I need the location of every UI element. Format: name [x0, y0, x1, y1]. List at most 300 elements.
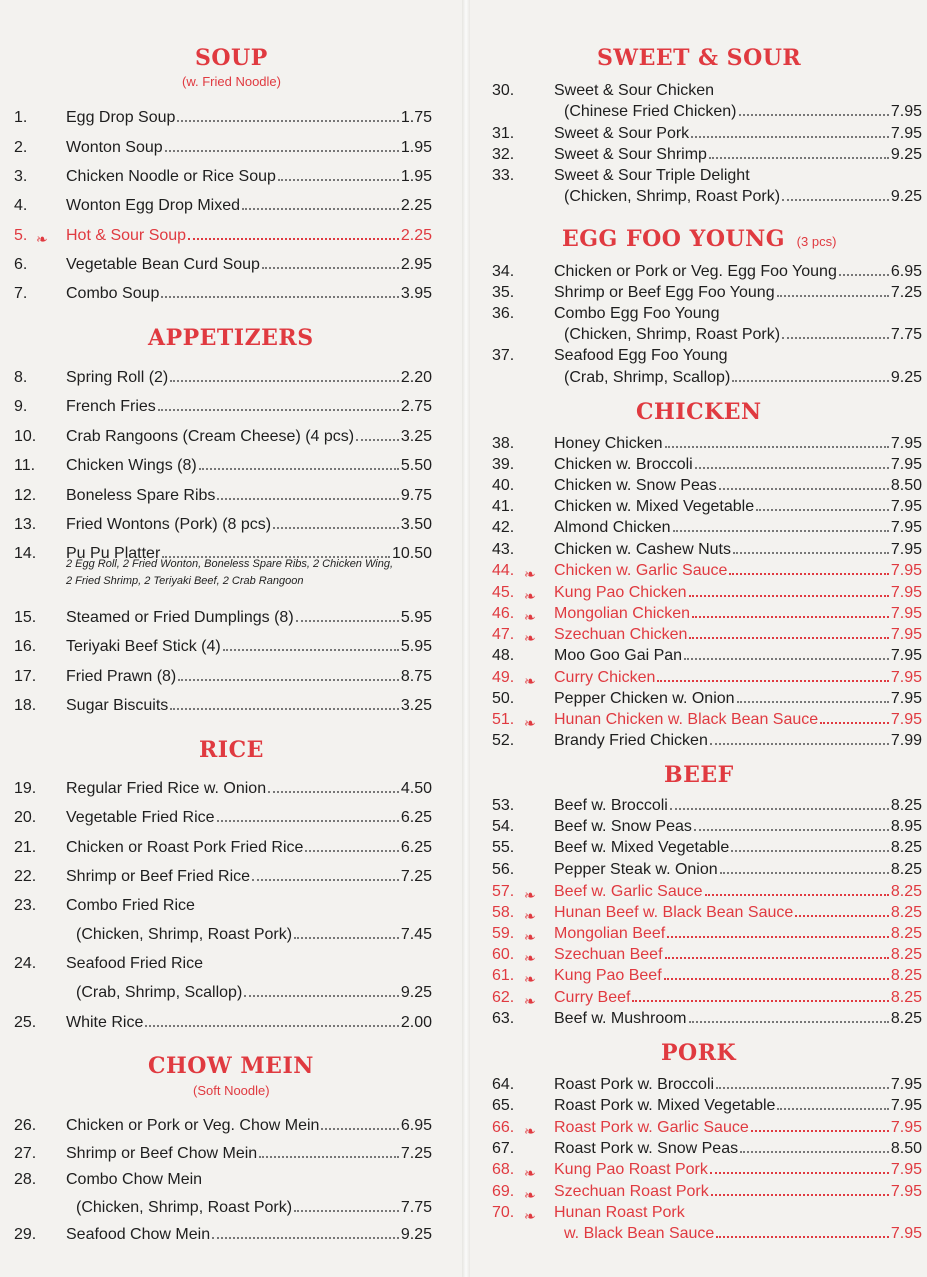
menu-item-20: [14, 808, 442, 830]
menu-item-32: [492, 145, 927, 167]
item-row-second-line: [564, 1224, 922, 1244]
item-name: Curry Beef: [554, 989, 631, 1006]
item-name-detail: (Chicken, Shrimp, Roast Pork): [76, 1199, 293, 1216]
item-number: 64.: [492, 1076, 515, 1093]
item-name: Pu Pu Platter: [66, 545, 161, 562]
item-price: 8.25: [890, 967, 922, 984]
dot-leader: [820, 721, 889, 724]
item-row: [554, 434, 922, 454]
item-row: [66, 368, 432, 388]
dot-leader: [223, 648, 399, 651]
item-name: Hot & Sour Soup: [66, 227, 187, 244]
item-name: Chicken or Roast Pork Fried Rice: [66, 839, 304, 856]
item-row: [554, 689, 922, 709]
item-number: 10.: [14, 428, 37, 445]
section-heading-beef: [664, 762, 734, 788]
chili-pepper-icon: ❧: [524, 609, 536, 625]
item-row: [554, 838, 922, 858]
dot-leader: [716, 1086, 889, 1089]
item-name: Sweet & Sour Shrimp: [554, 146, 707, 163]
item-row: [66, 1144, 432, 1164]
item-row: [66, 779, 432, 799]
item-number: 41.: [492, 498, 515, 515]
item-row: [554, 1009, 922, 1029]
item-number: 16.: [14, 638, 37, 655]
item-price: 7.95: [890, 690, 922, 707]
item-row: [66, 608, 432, 628]
section-heading-chow-mein: [148, 1053, 314, 1079]
dot-leader: [262, 266, 399, 269]
menu-item-1: [14, 108, 442, 130]
item-price: 5.95: [400, 638, 432, 655]
item-number: 2.: [14, 139, 28, 156]
item-price: 7.95: [890, 1119, 922, 1136]
dot-leader: [665, 445, 889, 448]
item-price: 8.50: [890, 1140, 922, 1157]
item-number: 49.: [492, 669, 515, 686]
dot-leader: [305, 849, 398, 852]
dot-leader: [689, 594, 889, 597]
item-name: White Rice: [66, 1014, 144, 1031]
item-price: 6.25: [400, 809, 432, 826]
item-number: 57.: [492, 883, 515, 900]
menu-item-52: [492, 731, 927, 753]
item-name: Sugar Biscuits: [66, 697, 169, 714]
menu-item-3: [14, 167, 442, 189]
item-name: Szechuan Roast Pork: [554, 1183, 709, 1200]
item-name: Kung Pao Chicken: [554, 584, 687, 601]
section-title: APPETIZERS: [148, 325, 314, 351]
item-price: 7.95: [890, 456, 922, 473]
item-row: [66, 397, 432, 417]
item-row: [554, 540, 922, 560]
item-name: Teriyaki Beef Stick (4): [66, 638, 221, 655]
dot-leader: [695, 466, 889, 469]
item-price: 1.95: [400, 139, 432, 156]
dot-leader: [732, 379, 889, 382]
dot-leader: [178, 678, 399, 681]
dot-leader: [733, 551, 889, 554]
item-number: 5.: [14, 227, 28, 244]
dot-leader: [692, 615, 889, 618]
item-row: [66, 1225, 432, 1245]
chili-pepper-icon: ❧: [524, 1187, 536, 1203]
item-description: 2 Fried Shrimp, 2 Teriyaki Beef, 2 Crab Rangoon: [66, 575, 304, 587]
item-number: 58.: [492, 904, 515, 921]
chili-pepper-icon: ❧: [524, 1208, 536, 1224]
item-name: Wonton Soup: [66, 139, 163, 156]
section-heading-pork: [661, 1040, 736, 1066]
section-subtitle: (3 pcs): [793, 234, 837, 249]
dot-leader: [691, 135, 889, 138]
item-name: Egg Drop Soup: [66, 109, 176, 126]
section-heading-appetizers: [148, 325, 314, 351]
item-name: Mongolian Beef: [554, 925, 666, 942]
item-row: [66, 637, 432, 657]
section-heading-chicken: [636, 399, 762, 425]
item-price: 8.25: [890, 946, 922, 963]
item-name: Chicken Wings (8): [66, 457, 197, 474]
item-price: 7.95: [890, 562, 922, 579]
item-row: [554, 604, 922, 624]
item-row: [554, 668, 922, 688]
chili-pepper-icon: ❧: [524, 715, 536, 731]
item-number: 70.: [492, 1204, 515, 1221]
dot-leader: [170, 707, 399, 710]
menu-item-19: [14, 779, 442, 801]
dot-leader: [705, 893, 889, 896]
item-name: Shrimp or Beef Egg Foo Young: [554, 284, 775, 301]
dot-leader: [294, 936, 399, 939]
item-number: 50.: [492, 690, 515, 707]
section-title: RICE: [199, 737, 264, 763]
item-row: [554, 476, 922, 496]
item-price: 7.95: [890, 605, 922, 622]
dot-leader: [273, 526, 399, 529]
dot-leader: [689, 636, 888, 639]
dot-leader: [684, 657, 889, 660]
item-name-detail: (Crab, Shrimp, Scallop): [76, 984, 243, 1001]
item-number: 4.: [14, 197, 28, 214]
item-name: Shrimp or Beef Fried Rice: [66, 868, 251, 885]
item-row-second-line: [564, 368, 922, 388]
item-number: 23.: [14, 897, 37, 914]
item-number: 18.: [14, 697, 37, 714]
item-row: [66, 515, 432, 535]
item-price: 4.50: [400, 780, 432, 797]
item-number: 56.: [492, 861, 515, 878]
item-price: 2.20: [400, 369, 432, 386]
dot-leader: [719, 487, 889, 490]
item-name: Chicken Noodle or Rice Soup: [66, 168, 276, 185]
dot-leader: [709, 156, 889, 159]
menu-item-51: [492, 710, 927, 732]
item-number: 34.: [492, 263, 515, 280]
section-title: CHICKEN: [636, 399, 762, 425]
item-row: [66, 167, 432, 187]
item-price: 2.75: [400, 398, 432, 415]
item-name: Hunan Roast Pork: [554, 1204, 685, 1221]
menu-item-24: [14, 954, 442, 1001]
menu-item-66: [492, 1118, 927, 1140]
item-row: [554, 882, 922, 902]
item-name: Curry Chicken: [554, 669, 656, 686]
dot-leader: [710, 1171, 889, 1174]
dot-leader: [217, 819, 399, 822]
dot-leader: [711, 1193, 889, 1196]
dot-leader: [242, 207, 399, 210]
item-number: 37.: [492, 347, 515, 364]
item-number: 29.: [14, 1226, 37, 1243]
chili-pepper-icon: ❧: [524, 908, 536, 924]
item-name: Beef w. Broccoli: [554, 797, 668, 814]
menu-item-47: [492, 625, 927, 647]
item-price: 7.25: [890, 284, 922, 301]
item-number: 47.: [492, 626, 515, 643]
item-price: 8.95: [890, 818, 922, 835]
item-row: [554, 710, 922, 730]
item-row: [554, 583, 922, 603]
menu-item-11: [14, 456, 442, 478]
item-row: [554, 455, 922, 475]
item-number: 63.: [492, 1010, 515, 1027]
menu-item-30: [492, 81, 927, 120]
item-name-detail: (Chicken, Shrimp, Roast Pork): [564, 188, 781, 205]
item-name: Beef w. Mixed Vegetable: [554, 839, 730, 856]
item-price: 7.95: [890, 1225, 922, 1242]
chili-pepper-icon: ❧: [524, 887, 536, 903]
item-price: 3.25: [400, 697, 432, 714]
item-row: [554, 966, 922, 986]
item-name-detail: (Crab, Shrimp, Scallop): [564, 369, 731, 386]
dot-leader: [165, 149, 399, 152]
menu-item-25: [14, 1013, 442, 1035]
item-name: Seafood Chow Mein: [66, 1226, 211, 1243]
item-number: 43.: [492, 541, 515, 558]
item-price: 7.95: [890, 103, 922, 120]
item-name: Sweet & Sour Triple Delight: [554, 167, 750, 184]
item-name: Roast Pork w. Snow Peas: [554, 1140, 739, 1157]
menu-item-61: [492, 966, 927, 988]
item-name: Combo Soup: [66, 285, 160, 302]
section-subtitle: (w. Fried Noodle): [182, 74, 281, 89]
item-number: 40.: [492, 477, 515, 494]
dot-leader: [252, 878, 399, 881]
dot-leader: [188, 237, 399, 240]
section-heading-sweet-sour: [597, 45, 801, 71]
chili-pepper-icon: ❧: [524, 566, 536, 582]
menu-item-68: [492, 1160, 927, 1182]
item-name: Chicken w. Snow Peas: [554, 477, 717, 494]
item-row: [554, 1118, 922, 1138]
dot-leader: [782, 198, 889, 201]
menu-item-40: [492, 476, 927, 498]
item-number: 46.: [492, 605, 515, 622]
menu-item-4: [14, 196, 442, 218]
item-number: 54.: [492, 818, 515, 835]
chili-pepper-icon: ❧: [524, 971, 536, 987]
item-row: [66, 226, 432, 246]
item-name: Boneless Spare Ribs: [66, 487, 216, 504]
item-number: 39.: [492, 456, 515, 473]
chili-pepper-icon: ❧: [36, 231, 48, 247]
item-price: 5.95: [400, 609, 432, 626]
dot-leader: [710, 742, 889, 745]
item-name: Hunan Chicken w. Black Bean Sauce: [554, 711, 819, 728]
section-title: SWEET & SOUR: [597, 45, 802, 71]
item-number: 44.: [492, 562, 515, 579]
item-price: 7.95: [890, 584, 922, 601]
item-price: 9.25: [890, 188, 922, 205]
item-number: 6.: [14, 256, 28, 273]
item-price: 7.25: [400, 868, 432, 885]
item-number: 3.: [14, 168, 28, 185]
menu-item-37: [492, 346, 927, 386]
item-row: [554, 262, 922, 282]
section-heading-rice: [199, 737, 264, 763]
section-heading-egg-foo-young: [562, 226, 836, 252]
item-row: [66, 808, 432, 828]
item-name: Chicken w. Broccoli: [554, 456, 693, 473]
menu-item-5: [14, 226, 442, 248]
item-name: Chicken w. Cashew Nuts: [554, 541, 731, 558]
dot-leader: [751, 1129, 889, 1132]
item-number: 35.: [492, 284, 515, 301]
item-name: Combo Egg Foo Young: [554, 305, 720, 322]
menu-item-48: [492, 646, 927, 668]
item-name: Moo Goo Gai Pan: [554, 647, 683, 664]
dot-leader: [720, 871, 889, 874]
item-row: [554, 646, 922, 666]
chili-pepper-icon: ❧: [524, 673, 536, 689]
item-row: [554, 561, 922, 581]
dot-leader: [729, 572, 888, 575]
item-price: 7.95: [890, 626, 922, 643]
item-row: [66, 1013, 432, 1033]
menu-item-57: [492, 882, 927, 904]
item-price: 3.50: [400, 516, 432, 533]
menu-item-35: [492, 283, 927, 305]
item-row: [554, 124, 922, 144]
item-number: 20.: [14, 809, 37, 826]
dot-leader: [278, 178, 399, 181]
menu-item-45: [492, 583, 927, 605]
section-heading-soup: [195, 45, 268, 71]
item-row: [554, 518, 922, 538]
menu-item-70: [492, 1203, 927, 1242]
item-name: Kung Pao Roast Pork: [554, 1161, 708, 1178]
item-price: 3.95: [400, 285, 432, 302]
item-price: 8.25: [890, 904, 922, 921]
section-title: BEEF: [664, 762, 734, 788]
item-number: 13.: [14, 516, 37, 533]
item-name: Pepper Steak w. Onion: [554, 861, 718, 878]
item-number: 31.: [492, 125, 515, 142]
item-number: 32.: [492, 146, 515, 163]
menu-item-39: [492, 455, 927, 477]
item-row: [554, 817, 922, 837]
item-price: 1.95: [400, 168, 432, 185]
item-row-second-line: [76, 1198, 432, 1218]
item-name: Chicken w. Garlic Sauce: [554, 562, 728, 579]
item-row: [554, 1182, 922, 1202]
item-price: 8.25: [890, 883, 922, 900]
item-row: [66, 696, 432, 716]
item-number: 48.: [492, 647, 515, 664]
dot-leader: [689, 1020, 889, 1023]
dot-leader: [737, 700, 889, 703]
item-name-detail: (Chicken, Shrimp, Roast Pork): [76, 926, 293, 943]
item-number: 27.: [14, 1145, 37, 1162]
item-name: Regular Fried Rice w. Onion: [66, 780, 267, 797]
item-price: 7.95: [890, 647, 922, 664]
item-price: 7.95: [890, 1097, 922, 1114]
dot-leader: [716, 1235, 889, 1238]
menu-item-46: [492, 604, 927, 626]
menu-item-63: [492, 1009, 927, 1031]
item-name: Shrimp or Beef Chow Mein: [66, 1145, 258, 1162]
menu-item-6: [14, 255, 442, 277]
item-row: [554, 924, 922, 944]
item-price: 6.95: [400, 1117, 432, 1134]
item-price: 8.25: [890, 839, 922, 856]
item-number: 62.: [492, 989, 515, 1006]
dot-leader: [839, 273, 889, 276]
item-number: 14.: [14, 545, 37, 562]
item-number: 66.: [492, 1119, 515, 1136]
dot-leader: [177, 119, 398, 122]
menu-item-27: [14, 1144, 442, 1166]
dot-leader: [795, 914, 889, 917]
item-number: 65.: [492, 1097, 515, 1114]
menu-item-41: [492, 497, 927, 519]
menu-item-31: [492, 124, 927, 146]
item-price: 7.95: [890, 1161, 922, 1178]
item-number: 61.: [492, 967, 515, 984]
item-price: 7.25: [400, 1145, 432, 1162]
item-row: [554, 796, 922, 816]
item-row: [554, 860, 922, 880]
chili-pepper-icon: ❧: [524, 1165, 536, 1181]
item-number: 60.: [492, 946, 515, 963]
item-name: Wonton Egg Drop Mixed: [66, 197, 241, 214]
item-row: [554, 903, 922, 923]
dot-leader: [217, 497, 398, 500]
item-price: 2.25: [400, 227, 432, 244]
item-name: Fried Prawn (8): [66, 668, 177, 685]
item-number: 52.: [492, 732, 515, 749]
item-price: 9.25: [400, 984, 432, 1001]
item-price: 8.25: [890, 1010, 922, 1027]
item-number: 55.: [492, 839, 515, 856]
item-price: 7.75: [400, 1199, 432, 1216]
dot-leader: [756, 508, 889, 511]
item-number: 11.: [14, 457, 36, 474]
item-row: [66, 486, 432, 506]
item-name: Roast Pork w. Garlic Sauce: [554, 1119, 749, 1136]
item-number: 59.: [492, 925, 515, 942]
item-price: 3.25: [400, 428, 432, 445]
item-row-second-line: [76, 925, 432, 945]
item-row: [554, 1160, 922, 1180]
item-name: Almond Chicken: [554, 519, 671, 536]
dot-leader: [740, 1150, 889, 1153]
dot-leader: [145, 1024, 399, 1027]
chili-pepper-icon: ❧: [524, 929, 536, 945]
item-row-second-line: [564, 102, 922, 122]
item-name: Chicken or Pork or Veg. Egg Foo Young: [554, 263, 837, 280]
item-name: Sweet & Sour Chicken: [554, 82, 715, 99]
dot-leader: [294, 1209, 399, 1212]
item-row: [554, 497, 922, 517]
item-price: 7.95: [890, 669, 922, 686]
menu-item-38: [492, 434, 927, 456]
menu-item-10: [14, 427, 442, 449]
item-name: Seafood Fried Rice: [66, 955, 203, 972]
item-row-second-line: [564, 325, 922, 345]
menu-item-49: [492, 668, 927, 690]
item-number: 1.: [14, 109, 28, 126]
dot-leader: [268, 790, 399, 793]
item-name-detail: (Chicken, Shrimp, Roast Pork): [564, 326, 781, 343]
dot-leader: [170, 379, 399, 382]
dot-leader: [667, 935, 889, 938]
menu-item-59: [492, 924, 927, 946]
item-name: Honey Chicken: [554, 435, 663, 452]
menu-item-62: [492, 988, 927, 1010]
item-row: [66, 838, 432, 858]
item-number: 30.: [492, 82, 515, 99]
